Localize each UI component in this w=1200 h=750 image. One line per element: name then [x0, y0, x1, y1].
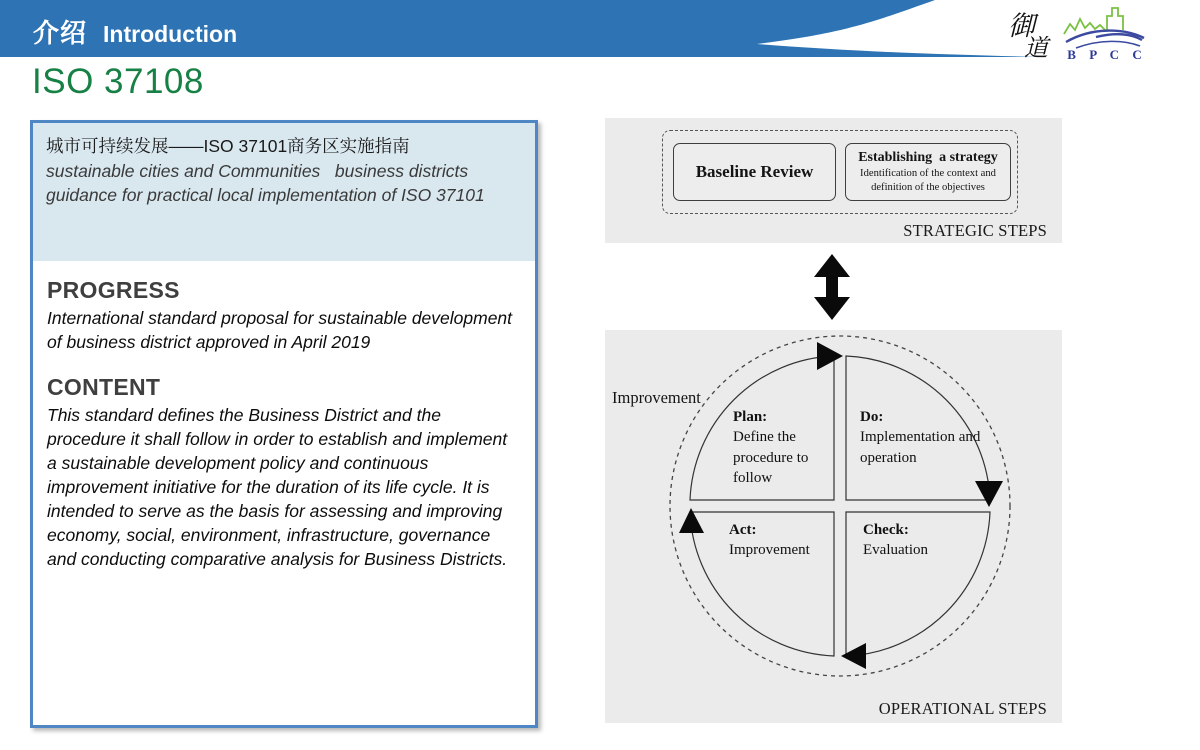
header-title: [33, 13, 237, 50]
pdca-dashed-circle: [670, 336, 1010, 676]
strategic-steps-panel: [605, 118, 1062, 243]
pdca-do-body: Implementation and operation: [860, 429, 981, 466]
header-title-zh: 介绍: [33, 18, 88, 48]
improvement-label: Improvement: [612, 388, 701, 407]
content-text: This standard defines the Business District and the procedure it shall follow in order to establish and implement a sustainable development policy and continuous improvement initiative for the duration of its life cycle. It is intended to serve as the basis for assessing and improving economy, social, environment, infrastructure, governance and conducting comparative analysis for Business Districts.: [47, 405, 508, 569]
pdca-arrow-right-icon: [975, 481, 1003, 507]
establishing-strategy-title: Establishing a strategy: [858, 149, 998, 165]
yudao-logo: [1000, 4, 1052, 60]
progress-text: International standard proposal for sustainable development of business district approved in April 2019: [47, 308, 513, 352]
double-arrow-icon: [809, 253, 855, 321]
pdca-check-body: Evaluation: [863, 542, 928, 559]
logo-area: [1000, 4, 1170, 62]
pdca-plan-text: [733, 407, 845, 488]
baseline-review-label: Baseline Review: [695, 162, 814, 181]
bpcc-swoosh-icon: [1066, 31, 1144, 42]
content-heading: CONTENT: [47, 374, 161, 400]
pdca-act-title: Act:: [729, 522, 757, 538]
pdca-check-title: Check:: [863, 522, 909, 538]
pdca-do-text: [860, 407, 995, 468]
progress-heading: PROGRESS: [47, 277, 180, 303]
establishing-strategy-box: [845, 143, 1011, 201]
pdca-act-text: [729, 520, 864, 561]
yudao-logo-char1: 御: [1008, 11, 1035, 42]
standard-title-zh: 城市可持续发展——ISO 37101商务区实施指南: [46, 136, 410, 156]
operational-steps-panel: [605, 330, 1062, 723]
summary-panel-body: [33, 261, 535, 571]
standard-title-en: sustainable cities and Communities business districts guidance for practical local implementation of ISO 37101: [46, 161, 485, 205]
bpcc-logo-text: B P C C: [1067, 47, 1147, 62]
yudao-logo-char2: 道: [1024, 34, 1048, 62]
pdca-do-title: Do:: [860, 409, 884, 425]
pdca-act-body: Improvement: [729, 542, 810, 559]
operational-steps-label: OPERATIONAL STEPS: [878, 699, 1047, 718]
establishing-strategy-subtitle: Identification of the context and definition of the objectives: [860, 167, 996, 193]
summary-panel: [30, 120, 538, 728]
pdca-arrow-bottom-icon: [841, 643, 866, 669]
bpcc-logo: [1060, 4, 1152, 62]
pdca-plan-title: Plan:: [733, 409, 768, 425]
standard-title-box: [33, 123, 535, 261]
pdca-check-text: [863, 520, 983, 561]
baseline-review-box: [673, 143, 836, 201]
pdca-arrow-top-icon: [817, 342, 843, 370]
strategic-steps-label: STRATEGIC STEPS: [903, 221, 1047, 240]
pdca-plan-body: Define the procedure to follow: [733, 429, 809, 486]
header-title-en: Introduction: [103, 21, 238, 47]
page-title: ISO 37108: [32, 62, 204, 101]
